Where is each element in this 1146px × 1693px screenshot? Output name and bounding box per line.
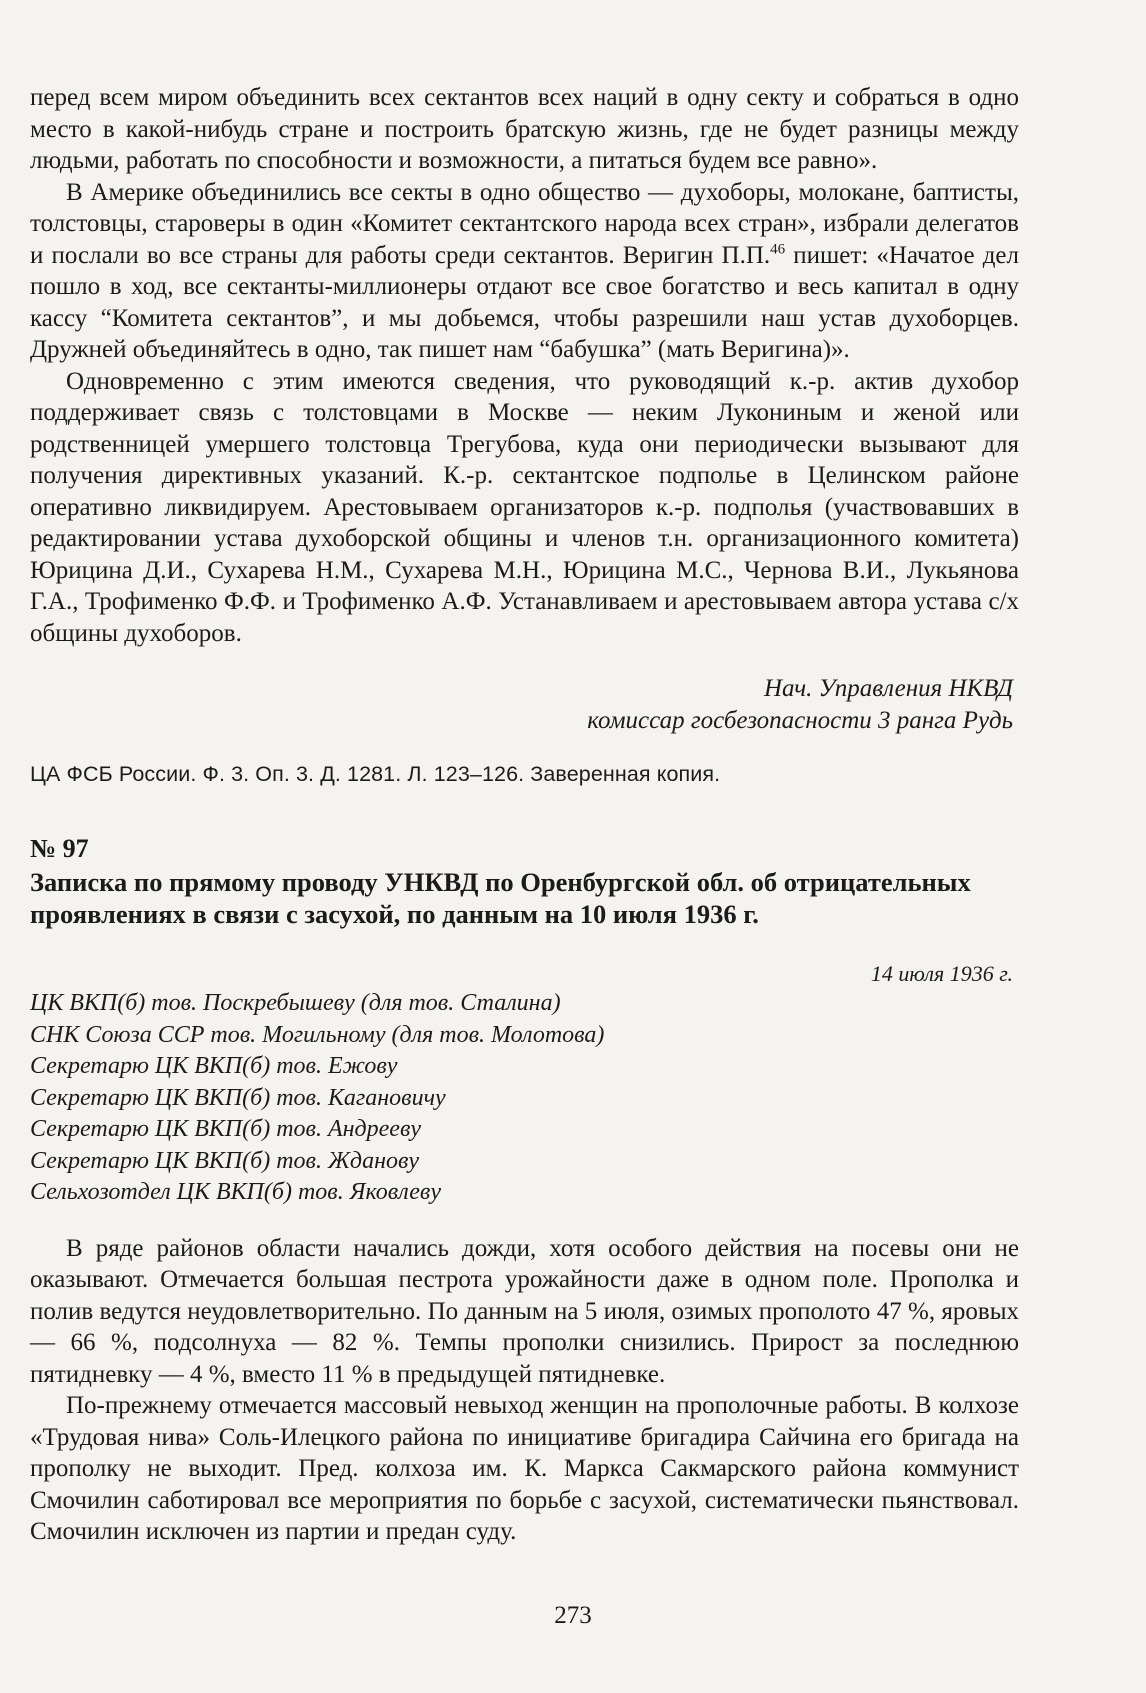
recipient-item: Сельхозотдел ЦК ВКП(б) тов. Яковлеву <box>30 1179 441 1205</box>
recipient-item: Секретарю ЦК ВКП(б) тов. Кагановичу <box>30 1084 446 1111</box>
paragraph-america <box>30 177 1019 366</box>
paragraph-america-text-part1: В Америке объединились все секты в одно общество — духоборы, молокане, баптисты, толстовцы, староверы в один «Комитет сектантского народа всех стран», избрали делегатов и послали во все страны для работы среди сектантов. Веригин П.П. <box>30 178 1019 269</box>
recipient-item: Секретарю ЦК ВКП(б) тов. Жданову <box>30 1147 420 1174</box>
document-title: Записка по прямому проводу УНКВД по Оренбургской обл. об отрицательных проявлениях в связи с засухой, по данным на 10 июля 1936 г. <box>30 867 971 929</box>
signature-title: Нач. Управления НКВД <box>763 675 1013 702</box>
paragraph-america-text-part2: пишет: «Начатое дел пошло в ход, все сектанты-миллионеры отдают все свое богатство и весь капитал в одну кассу “Комитета сектантов”, и мы добьемся, чтобы разрешили наш устав духоборцев. Дружней объединяйтесь в одно, так пишет нам “бабушка” (мать Веригина)». <box>30 241 1019 363</box>
document-date: 14 июля 1936 г. <box>870 961 1013 986</box>
paragraph-tolstoyans: Одновременно с этим имеются сведения, что руководящий к.-р. актив духобор поддерживает связь с толстовцами в Москве — неким Лукониным и женой или родственницей умершего толстовца Трегубова, куда они периодически вызывают для получения директивных указаний. К.-р. сектантское подполье в Целинском районе оперативно ликвидируем. Арестовываем организаторов к.-р. подполья (участвовавших в редактировании устава духоборской общины и членов т.н. организационного комитета) Юрицина Д.И., Сухарева Н.М., Сухарева М.Н., Юрицина М.С., Чернова В.И., Лукьянова Г.А., Трофименко Ф.Ф. и Трофименко А.Ф. Устанавливаем и арестовываем автора устава с/х общины духоборов. <box>30 367 1019 647</box>
paragraph-rains: В ряде районов области начались дожди, хотя особого действия на посевы они не оказывают. Отмечается большая пестрота урожайности даже в одном поле. Прополка и полив ведутся неудовлетворительно. По данным на 5 июля, озимых прополото 47 %, яровых — 66 %, подсолнуха — 82 %. Темпы прополки снизились. Прирост за последнюю пятидневку — 4 %, вместо 11 % в предыдущей пятидневке. <box>30 1234 1019 1388</box>
document-number: № 97 <box>30 834 89 863</box>
page-number: 273 <box>554 1602 592 1629</box>
recipient-list <box>30 988 1019 1209</box>
recipient-item: Секретарю ЦК ВКП(б) тов. Ежову <box>30 1053 398 1079</box>
paragraph-continuation: перед всем миром объединить всех сектантов всех наций в одну секту и собраться в одно место в какой-нибудь стране и построить братскую жизнь, где не будет разницы между людьми, работать по способности и возможности, а питаться будем все равно». <box>30 84 1019 174</box>
footnote-ref-46: 46 <box>770 241 786 258</box>
signature-name: комиссар госбезопасности 3 ранга Рудь <box>587 706 1013 734</box>
archive-source: ЦА ФСБ России. Ф. 3. Оп. 3. Д. 1281. Л. 123–126. Заверенная копия. <box>30 762 721 786</box>
spacer <box>30 1209 1019 1233</box>
recipient-item: Секретарю ЦК ВКП(б) тов. Андрееву <box>30 1116 422 1142</box>
recipient-item: ЦК ВКП(б) тов. Поскребышеву (для тов. Сталина) <box>30 990 561 1016</box>
recipient-item: СНК Союза ССР тов. Могильному (для тов. Молотова) <box>30 1021 605 1048</box>
paragraph-weeding: По-прежнему отмечается массовый невыход женщин на прополочные работы. В колхозе «Трудовая нива» Соль-Илецкого района по инициативе бригадира Сайчина его бригада на прополку не выходит. Пред. колхоза им. К. Маркса Сакмарского района коммунист Смочилин саботировал все мероприятия по борьбе с засухой, систематически пьянствовал. Смочилин исключен из партии и предан суду. <box>30 1392 1019 1545</box>
